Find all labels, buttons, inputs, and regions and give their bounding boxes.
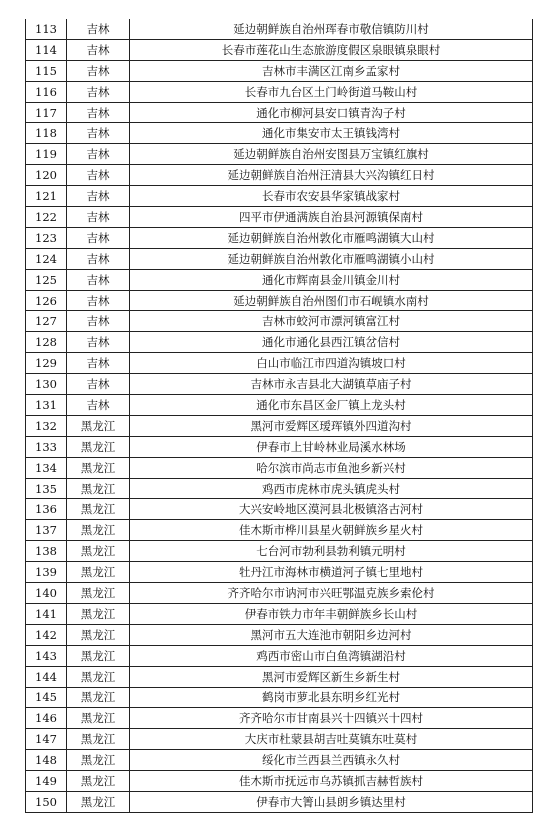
row-number-cell: 137 (26, 520, 67, 541)
table-row (26, 60, 533, 81)
province-cell: 黑龙江 (67, 624, 130, 645)
table-row (26, 311, 533, 332)
table-row (26, 687, 533, 708)
village-name-cell: 延边朝鲜族自治州汪清县大兴沟镇红日村 (130, 165, 533, 186)
table-row (26, 144, 533, 165)
village-name-cell: 黑河市五大连池市朝阳乡边河村 (130, 624, 533, 645)
province-cell: 黑龙江 (67, 583, 130, 604)
row-number-cell: 127 (26, 311, 67, 332)
table-row (26, 395, 533, 416)
province-cell: 黑龙江 (67, 708, 130, 729)
province-cell: 黑龙江 (67, 750, 130, 771)
row-number-cell: 142 (26, 624, 67, 645)
row-number-cell: 130 (26, 374, 67, 395)
village-name-cell: 四平市伊通满族自治县河源镇保南村 (130, 207, 533, 228)
table-row (26, 771, 533, 792)
province-cell: 黑龙江 (67, 541, 130, 562)
row-number-cell: 149 (26, 771, 67, 792)
row-number-cell: 124 (26, 248, 67, 269)
table-row (26, 708, 533, 729)
row-number-cell: 150 (26, 791, 67, 812)
row-number-cell: 129 (26, 353, 67, 374)
table-row (26, 269, 533, 290)
village-name-cell: 通化市集安市太王镇钱湾村 (130, 123, 533, 144)
village-name-cell: 牡丹江市海林市横道河子镇七里地村 (130, 562, 533, 583)
table-row (26, 227, 533, 248)
province-cell: 黑龙江 (67, 499, 130, 520)
village-table (25, 19, 533, 813)
table-row (26, 541, 533, 562)
province-cell: 黑龙江 (67, 520, 130, 541)
village-name-cell: 长春市农安县华家镇战家村 (130, 186, 533, 207)
province-cell: 黑龙江 (67, 771, 130, 792)
village-name-cell: 齐齐哈尔市讷河市兴旺鄂温克族乡索伦村 (130, 583, 533, 604)
table-row (26, 478, 533, 499)
row-number-cell: 121 (26, 186, 67, 207)
table-row (26, 165, 533, 186)
province-cell: 吉林 (67, 186, 130, 207)
row-number-cell: 120 (26, 165, 67, 186)
table-row (26, 729, 533, 750)
table-row (26, 624, 533, 645)
village-name-cell: 吉林市丰满区江南乡孟家村 (130, 60, 533, 81)
row-number-cell: 128 (26, 332, 67, 353)
village-name-cell: 伊春市上甘岭林业局溪水林场 (130, 436, 533, 457)
village-name-cell: 延边朝鲜族自治州敦化市雁鸣湖镇大山村 (130, 227, 533, 248)
table-row (26, 436, 533, 457)
village-name-cell: 佳木斯市桦川县星火朝鲜族乡星火村 (130, 520, 533, 541)
province-cell: 吉林 (67, 39, 130, 60)
province-cell: 吉林 (67, 353, 130, 374)
table-row (26, 750, 533, 771)
table-row (26, 520, 533, 541)
village-name-cell: 通化市通化县西江镇岔信村 (130, 332, 533, 353)
village-name-cell: 长春市莲花山生态旅游度假区泉眼镇泉眼村 (130, 39, 533, 60)
row-number-cell: 144 (26, 666, 67, 687)
row-number-cell: 125 (26, 269, 67, 290)
province-cell: 黑龙江 (67, 436, 130, 457)
village-name-cell: 鸡西市密山市白鱼湾镇湖沿村 (130, 645, 533, 666)
table-row (26, 583, 533, 604)
row-number-cell: 132 (26, 415, 67, 436)
village-name-cell: 延边朝鲜族自治州敦化市雁鸣湖镇小山村 (130, 248, 533, 269)
row-number-cell: 117 (26, 102, 67, 123)
village-name-cell: 黑河市爱辉区新生乡新生村 (130, 666, 533, 687)
village-name-cell: 通化市柳河县安口镇青沟子村 (130, 102, 533, 123)
province-cell: 吉林 (67, 227, 130, 248)
province-cell: 吉林 (67, 144, 130, 165)
row-number-cell: 138 (26, 541, 67, 562)
province-cell: 吉林 (67, 248, 130, 269)
village-name-cell: 齐齐哈尔市甘南县兴十四镇兴十四村 (130, 708, 533, 729)
row-number-cell: 140 (26, 583, 67, 604)
row-number-cell: 148 (26, 750, 67, 771)
province-cell: 黑龙江 (67, 645, 130, 666)
province-cell: 吉林 (67, 332, 130, 353)
row-number-cell: 141 (26, 603, 67, 624)
row-number-cell: 115 (26, 60, 67, 81)
row-number-cell: 139 (26, 562, 67, 583)
table-row (26, 186, 533, 207)
row-number-cell: 143 (26, 645, 67, 666)
table-row (26, 353, 533, 374)
table-row (26, 332, 533, 353)
province-cell: 黑龙江 (67, 603, 130, 624)
row-number-cell: 122 (26, 207, 67, 228)
row-number-cell: 135 (26, 478, 67, 499)
village-name-cell: 鹤岗市萝北县东明乡红光村 (130, 687, 533, 708)
row-number-cell: 136 (26, 499, 67, 520)
table-row (26, 39, 533, 60)
village-name-cell: 长春市九台区土门岭街道马鞍山村 (130, 81, 533, 102)
village-name-cell: 延边朝鲜族自治州珲春市敬信镇防川村 (130, 19, 533, 39)
table-row (26, 102, 533, 123)
province-cell: 吉林 (67, 290, 130, 311)
table-row (26, 645, 533, 666)
province-cell: 黑龙江 (67, 666, 130, 687)
row-number-cell: 116 (26, 81, 67, 102)
row-number-cell: 146 (26, 708, 67, 729)
row-number-cell: 114 (26, 39, 67, 60)
village-name-cell: 佳木斯市抚远市乌苏镇抓吉赫哲族村 (130, 771, 533, 792)
row-number-cell: 131 (26, 395, 67, 416)
province-cell: 吉林 (67, 395, 130, 416)
table-row (26, 81, 533, 102)
province-cell: 黑龙江 (67, 687, 130, 708)
row-number-cell: 118 (26, 123, 67, 144)
village-name-cell: 通化市辉南县金川镇金川村 (130, 269, 533, 290)
row-number-cell: 145 (26, 687, 67, 708)
province-cell: 吉林 (67, 269, 130, 290)
province-cell: 吉林 (67, 311, 130, 332)
village-name-cell: 延边朝鲜族自治州安图县万宝镇红旗村 (130, 144, 533, 165)
village-list-sheet (25, 19, 529, 813)
province-cell: 黑龙江 (67, 791, 130, 812)
village-name-cell: 吉林市永吉县北大湖镇草庙子村 (130, 374, 533, 395)
table-row (26, 562, 533, 583)
row-number-cell: 113 (26, 19, 67, 39)
village-name-cell: 伊春市铁力市年丰朝鲜族乡长山村 (130, 603, 533, 624)
table-row (26, 19, 533, 39)
table-row (26, 415, 533, 436)
row-number-cell: 126 (26, 290, 67, 311)
table-row (26, 666, 533, 687)
table-row (26, 290, 533, 311)
village-name-cell: 吉林市蛟河市漂河镇富江村 (130, 311, 533, 332)
table-row (26, 791, 533, 812)
row-number-cell: 134 (26, 457, 67, 478)
village-table-body (26, 19, 533, 812)
table-row (26, 374, 533, 395)
province-cell: 吉林 (67, 102, 130, 123)
province-cell: 吉林 (67, 19, 130, 39)
province-cell: 黑龙江 (67, 729, 130, 750)
province-cell: 吉林 (67, 123, 130, 144)
province-cell: 黑龙江 (67, 562, 130, 583)
row-number-cell: 147 (26, 729, 67, 750)
table-row (26, 499, 533, 520)
province-cell: 吉林 (67, 374, 130, 395)
row-number-cell: 133 (26, 436, 67, 457)
village-name-cell: 白山市临江市四道沟镇坡口村 (130, 353, 533, 374)
row-number-cell: 123 (26, 227, 67, 248)
village-name-cell: 大兴安岭地区漠河县北极镇洛古河村 (130, 499, 533, 520)
province-cell: 吉林 (67, 165, 130, 186)
table-row (26, 207, 533, 228)
row-number-cell: 119 (26, 144, 67, 165)
province-cell: 黑龙江 (67, 415, 130, 436)
province-cell: 黑龙江 (67, 457, 130, 478)
village-name-cell: 大庆市杜蒙县胡吉吐莫镇东吐莫村 (130, 729, 533, 750)
province-cell: 吉林 (67, 60, 130, 81)
village-name-cell: 哈尔滨市尚志市鱼池乡新兴村 (130, 457, 533, 478)
village-name-cell: 鸡西市虎林市虎头镇虎头村 (130, 478, 533, 499)
village-name-cell: 延边朝鲜族自治州图们市石岘镇水南村 (130, 290, 533, 311)
table-row (26, 248, 533, 269)
village-name-cell: 伊春市大箐山县朗乡镇达里村 (130, 791, 533, 812)
village-name-cell: 七台河市勃利县勃利镇元明村 (130, 541, 533, 562)
table-row (26, 457, 533, 478)
table-row (26, 603, 533, 624)
province-cell: 黑龙江 (67, 478, 130, 499)
village-name-cell: 绥化市兰西县兰西镇永久村 (130, 750, 533, 771)
province-cell: 吉林 (67, 207, 130, 228)
village-name-cell: 通化市东昌区金厂镇上龙头村 (130, 395, 533, 416)
table-row (26, 123, 533, 144)
village-name-cell: 黑河市爱辉区瑷珲镇外四道沟村 (130, 415, 533, 436)
province-cell: 吉林 (67, 81, 130, 102)
